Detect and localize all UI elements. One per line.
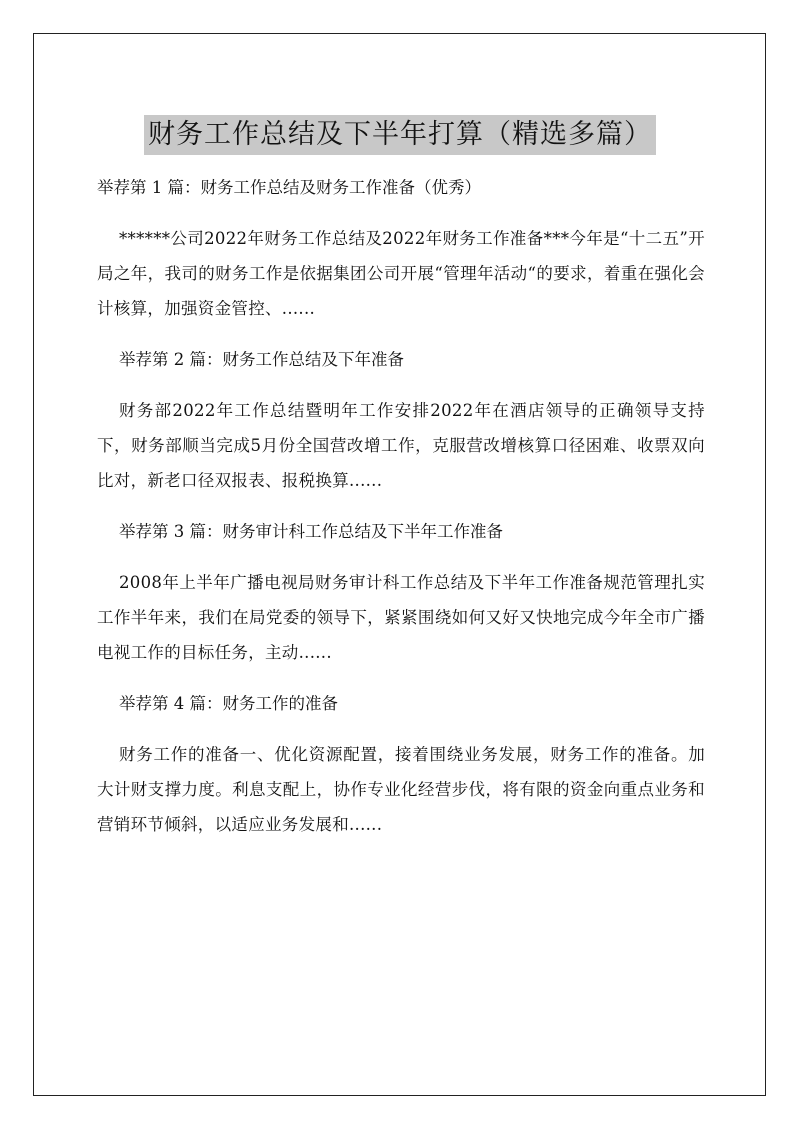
document-title: 财务工作总结及下半年打算（精选多篇） (144, 115, 656, 155)
document-body (97, 170, 705, 858)
section-2 (97, 342, 705, 498)
section-summary: 财务部2022年工作总结暨明年工作安排2022年在酒店领导的正确领导支持下，财务部顺当完成5月份全国营改增工作，克服营改增核算口径困难、收票双向比对，新老口径双报表、报税换算...... (97, 401, 705, 490)
section-heading: 举荐第 2 篇：财务工作总结及下年准备 (119, 350, 404, 369)
section-summary: 财务工作的准备一、优化资源配置，接着围绕业务发展，财务工作的准备。加大计财支撑力度。利息支配上，协作专业化经营步伐，将有限的资金向重点业务和营销环节倾斜，以适应业务发展和...... (97, 745, 705, 834)
section-heading: 举荐第 1 篇：财务工作总结及财务工作准备（优秀） (97, 178, 481, 197)
section-summary: 2008年上半年广播电视局财务审计科工作总结及下半年工作准备规范管理扎实工作半年来，我们在局党委的领导下，紧紧围绕如何又好又快地完成今年全市广播电视工作的目标任务，主动...... (97, 573, 705, 662)
section-heading: 举荐第 4 篇：财务工作的准备 (119, 694, 338, 713)
section-summary: ******公司2022年财务工作总结及2022年财务工作准备***今年是“十二五”开局之年，我司的财务工作是依据集团公司开展“管理年活动“的要求，着重在强化会计核算，加强资金管控、...... (97, 229, 705, 318)
section-heading: 举荐第 3 篇：财务审计科工作总结及下半年工作准备 (119, 522, 503, 541)
section-3 (97, 514, 705, 670)
section-1 (97, 170, 705, 326)
section-4 (97, 686, 705, 842)
title-container (0, 97, 800, 173)
